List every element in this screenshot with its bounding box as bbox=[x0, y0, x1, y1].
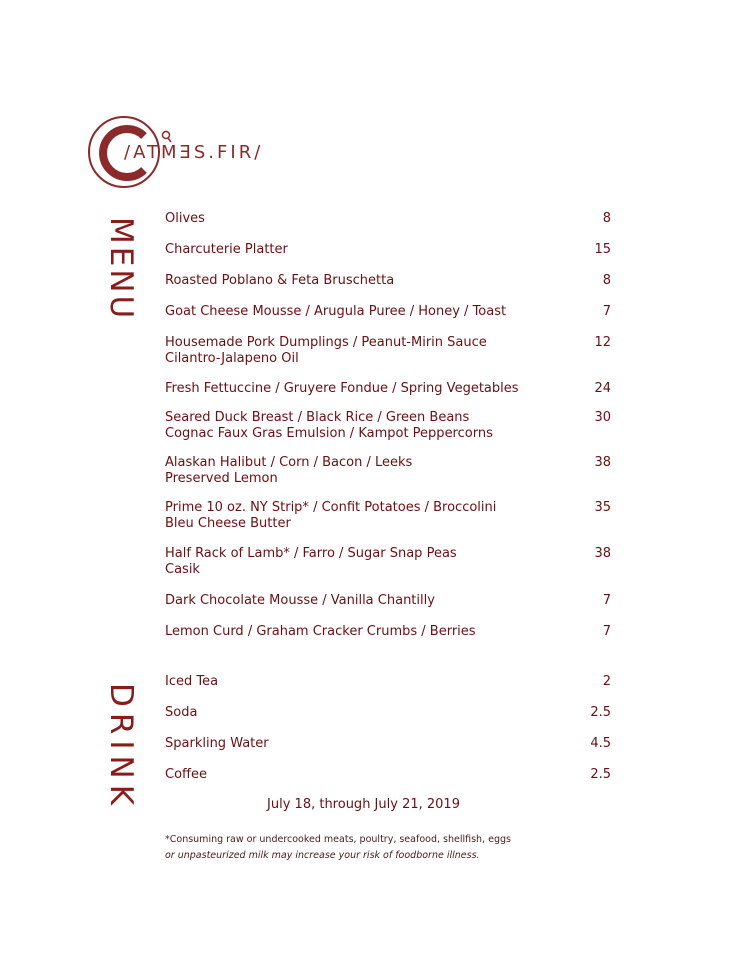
menu-item: Half Rack of Lamb* / Farro / Sugar Snap Peas Casik 38 bbox=[165, 546, 611, 577]
menu-item: Fresh Fettuccine / Gruyere Fondue / Spring Vegetables 24 bbox=[165, 381, 611, 396]
drink-item: Coffee 2.5 bbox=[165, 767, 611, 782]
drink-item: Iced Tea 2 bbox=[165, 674, 611, 689]
menu-heading: MENU bbox=[103, 217, 139, 322]
drink-item: Sparkling Water 4.5 bbox=[165, 736, 611, 751]
menu-item: Goat Cheese Mousse / Arugula Puree / Honey / Toast 7 bbox=[165, 304, 611, 319]
food-safety-disclaimer bbox=[165, 832, 511, 864]
menu-item: Olives 8 bbox=[165, 211, 611, 226]
disclaimer-line-1: *Consuming raw or undercooked meats, poultry, seafood, shellfish, eggs bbox=[165, 834, 511, 845]
menu-item: Prime 10 oz. NY Strip* / Confit Potatoes / Broccolini Bleu Cheese Butter 35 bbox=[165, 500, 611, 531]
drink-heading: DRINK bbox=[103, 683, 139, 812]
menu-item: Dark Chocolate Mousse / Vanilla Chantilly 7 bbox=[165, 593, 611, 608]
menu-item: Roasted Poblano & Feta Bruschetta 8 bbox=[165, 273, 611, 288]
menu-item: Lemon Curd / Graham Cracker Crumbs / Berries 7 bbox=[165, 624, 611, 639]
menu-item: Charcuterie Platter 15 bbox=[165, 242, 611, 257]
menu-date-text: July 18, through July 21, 2019 bbox=[267, 797, 460, 812]
logo-wordmark: /ATMƎS.FIR/ bbox=[124, 142, 264, 163]
drink-item: Soda 2.5 bbox=[165, 705, 611, 720]
menu-item: Seared Duck Breast / Black Rice / Green Beans Cognac Faux Gras Emulsion / Kampot Peppercorns 30 bbox=[165, 410, 611, 441]
menu-item: Alaskan Halibut / Corn / Bacon / Leeks Preserved Lemon 38 bbox=[165, 455, 611, 486]
menu-item: Housemade Pork Dumplings / Peanut-Mirin Sauce Cilantro-Jalapeno Oil 12 bbox=[165, 335, 611, 366]
menu-date bbox=[0, 797, 741, 812]
disclaimer-line-2: or unpasteurized milk may increase your risk of foodborne illness. bbox=[165, 850, 480, 861]
logo bbox=[86, 112, 286, 192]
